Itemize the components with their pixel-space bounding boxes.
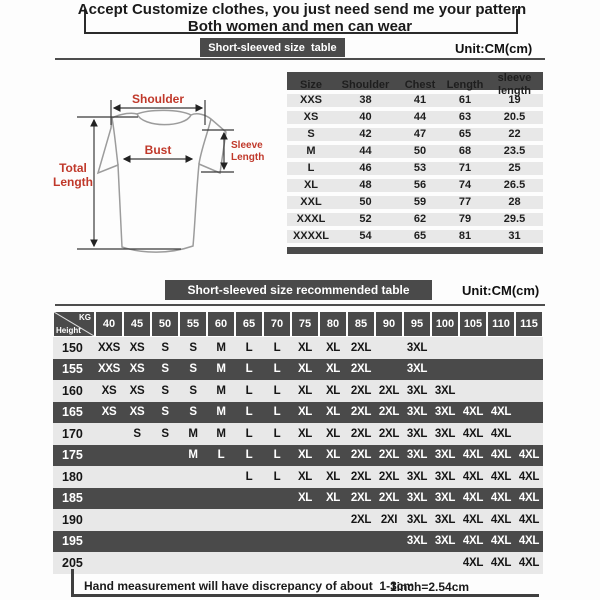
rec-size-cell: S — [161, 341, 169, 354]
size-table-row — [287, 213, 543, 226]
size-table-value-cell: 81 — [458, 230, 472, 242]
rec-size-cell: 2XL — [350, 513, 372, 526]
rec-height-cell: 190 — [62, 512, 83, 527]
size-table-title: Short-sleeved size table — [200, 38, 345, 57]
rec-size-cell: XL — [325, 427, 341, 440]
size-table-value-cell: 22 — [508, 128, 521, 140]
rec-size-cell: S — [161, 363, 169, 376]
rec-size-cell: 3XL — [434, 406, 456, 419]
rec-size-cell: 2XL — [350, 363, 372, 376]
rec-size-cell: XL — [325, 449, 341, 462]
rec-size-cell: 3XL — [406, 535, 428, 548]
size-table-header-cell: Chest — [404, 78, 436, 91]
rec-size-cell: 4XL — [462, 492, 484, 505]
size-table-value-cell: 25 — [508, 162, 521, 174]
rec-size-cell: 3XL — [406, 492, 428, 505]
rec-size-cell: L — [273, 363, 281, 376]
rec-table-row — [53, 466, 543, 488]
size-table-value-cell: 50 — [413, 145, 427, 157]
size-table-size-cell: XL — [303, 179, 319, 191]
size-table-row — [287, 230, 543, 243]
rec-size-cell: 3XL — [434, 470, 456, 483]
size-table-row — [287, 94, 543, 107]
size-table-value-cell: 50 — [359, 196, 372, 208]
rec-table-title: Short-sleeved size recommended table — [165, 280, 432, 300]
rec-size-cell: 4XL — [490, 556, 512, 569]
size-table-header-cell: sleeve length — [497, 72, 532, 97]
rec-size-cell: S — [161, 384, 169, 397]
size-table-value-cell: 19 — [508, 94, 521, 106]
size-table-value-cell: 28 — [508, 196, 521, 208]
rec-height-cell: 155 — [62, 362, 83, 377]
rec-size-cell: XL — [297, 449, 313, 462]
rec-size-cell: XL — [297, 492, 313, 505]
rec-size-cell: 4XL — [490, 513, 512, 526]
rec-size-cell: 2XL — [350, 341, 372, 354]
size-table-size-cell: XS — [303, 111, 319, 123]
size-table-size-cell: M — [306, 145, 316, 157]
rec-weight-header-cell: 70 — [264, 312, 290, 336]
header-line-2: Both women and men can wear — [187, 18, 413, 35]
rec-size-cell: 4XL — [490, 535, 512, 548]
rec-size-cell: 4XL — [462, 535, 484, 548]
rec-size-cell: 2XL — [378, 406, 400, 419]
rec-size-cell: 2XL — [378, 449, 400, 462]
rec-size-cell: 3XL — [434, 492, 456, 505]
rec-size-cell: L — [273, 384, 281, 397]
rec-size-cell: XS — [129, 363, 145, 376]
size-table-value-cell: 54 — [359, 230, 372, 242]
rec-height-cell: 175 — [62, 448, 83, 463]
rec-size-cell: 3XL — [434, 384, 456, 397]
size-table-value-cell: 79 — [458, 213, 472, 225]
rec-size-cell: 3XL — [406, 427, 428, 440]
rec-size-cell: 3XL — [434, 535, 456, 548]
rec-size-cell: L — [245, 341, 253, 354]
size-table-header-cell: Shoulder — [341, 78, 390, 91]
rec-table-corner-cell — [54, 312, 94, 336]
rec-size-cell: 4XL — [462, 470, 484, 483]
rec-size-cell: XS — [101, 384, 117, 397]
rec-size-cell: L — [245, 363, 253, 376]
size-table-header-cell: Length — [446, 78, 484, 91]
rec-size-cell: L — [273, 470, 281, 483]
rec-table-row — [53, 488, 543, 510]
rec-size-cell: S — [161, 406, 169, 419]
rec-size-cell: XS — [129, 341, 145, 354]
rec-size-cell: M — [216, 427, 226, 440]
rec-size-cell: XL — [297, 341, 313, 354]
size-table-value-cell: 62 — [413, 213, 427, 225]
size-table-bottom-bar — [287, 247, 543, 254]
size-table-value-cell: 56 — [413, 179, 427, 191]
rec-weight-header-cell: 85 — [348, 312, 374, 336]
rec-size-cell: XL — [297, 384, 313, 397]
rec-weight-header-cell: 65 — [236, 312, 262, 336]
size-table-value-cell: 59 — [413, 196, 427, 208]
total-length-label-2: Length — [53, 175, 93, 189]
rec-size-cell: XL — [325, 492, 341, 505]
rec-weight-header-cell: 55 — [180, 312, 206, 336]
size-table-row — [287, 128, 543, 141]
rec-size-cell: L — [273, 449, 281, 462]
rec-size-cell: 3XL — [434, 513, 456, 526]
rec-size-cell: L — [245, 427, 253, 440]
size-table-value-cell: 42 — [359, 128, 372, 140]
divider-top — [55, 58, 545, 60]
rec-weight-header-cell: 80 — [320, 312, 346, 336]
size-table-row — [287, 162, 543, 175]
rec-height-cell: 195 — [62, 534, 83, 549]
size-table-value-cell: 52 — [359, 213, 372, 225]
rec-size-cell: S — [161, 427, 169, 440]
rec-height-cell: 165 — [62, 405, 83, 420]
rec-size-cell: L — [273, 406, 281, 419]
rec-size-cell: 3XL — [406, 406, 428, 419]
rec-size-cell: XL — [297, 427, 313, 440]
size-table-size-cell: XXS — [299, 94, 322, 106]
size-table-value-cell: 20.5 — [503, 111, 526, 123]
rec-size-cell: L — [245, 406, 253, 419]
rec-size-cell: 4XL — [518, 535, 540, 548]
rec-size-cell: 4XL — [518, 470, 540, 483]
rec-size-cell: S — [189, 406, 197, 419]
rec-size-cell: 2XL — [350, 406, 372, 419]
rec-weight-header-cell: 95 — [404, 312, 430, 336]
rec-size-cell: 3XL — [434, 449, 456, 462]
rec-size-cell: XXS — [97, 363, 121, 376]
rec-size-cell: XS — [129, 406, 145, 419]
rec-size-cell: 2XL — [350, 427, 372, 440]
header-line-1: Accept Customize clothes, you just need send me your pattern — [77, 1, 527, 18]
rec-size-cell: XL — [325, 384, 341, 397]
rec-size-cell: 4XL — [462, 556, 484, 569]
rec-size-cell: L — [273, 341, 281, 354]
size-table-size-cell: XXL — [300, 196, 322, 208]
rec-size-cell: S — [189, 341, 197, 354]
rec-size-cell: XL — [325, 341, 341, 354]
rec-size-cell: 2XL — [350, 470, 372, 483]
rec-table-row — [53, 423, 543, 445]
sleeve-length-label-1: Sleeve — [231, 140, 263, 151]
size-table — [287, 72, 543, 254]
rec-size-cell: XL — [325, 470, 341, 483]
height-label: Height — [56, 326, 81, 335]
size-table-value-cell: 23.5 — [503, 145, 526, 157]
size-table-value-cell: 74 — [458, 179, 472, 191]
rec-height-cell: 160 — [62, 383, 83, 398]
rec-size-cell: 2XL — [378, 492, 400, 505]
rec-size-cell: 4XL — [462, 406, 484, 419]
rec-size-cell: M — [216, 363, 226, 376]
rec-size-cell: L — [245, 384, 253, 397]
rec-size-cell: XS — [129, 384, 145, 397]
rec-size-cell: 2XL — [378, 470, 400, 483]
rec-size-cell: M — [216, 341, 226, 354]
rec-height-cell: 170 — [62, 426, 83, 441]
size-table-size-cell: L — [307, 162, 315, 174]
rec-table-row — [53, 359, 543, 381]
rec-size-cell: 4XL — [490, 427, 512, 440]
footer-note: Hand measurement will have discrepancy of about 1-3cm — [84, 579, 415, 593]
size-table-value-cell: 77 — [458, 196, 472, 208]
rec-size-cell: 2XL — [378, 427, 400, 440]
size-table-size-cell: XXXL — [296, 213, 326, 225]
rec-size-cell: M — [188, 427, 198, 440]
size-table-value-cell: 48 — [359, 179, 372, 191]
rec-size-cell: 2XL — [350, 492, 372, 505]
rec-table — [53, 311, 543, 574]
size-table-header — [287, 72, 543, 97]
rec-size-cell: 4XL — [462, 513, 484, 526]
rec-size-cell: L — [217, 449, 225, 462]
size-table-value-cell: 65 — [458, 128, 472, 140]
size-table-row — [287, 196, 543, 209]
rec-size-cell: 3XL — [406, 363, 428, 376]
rec-size-cell: XS — [101, 406, 117, 419]
total-length-label-1: Total — [59, 161, 87, 175]
size-table-value-cell: 46 — [359, 162, 372, 174]
rec-size-cell: 3XL — [406, 449, 428, 462]
rec-table-row — [53, 509, 543, 531]
size-table-value-cell: 26.5 — [503, 179, 526, 191]
rec-weight-header-cell: 115 — [516, 312, 542, 336]
tshirt-outline — [98, 110, 226, 252]
size-table-body — [287, 94, 543, 243]
size-table-value-cell: 68 — [458, 145, 472, 157]
size-table-value-cell: 53 — [413, 162, 427, 174]
rec-size-cell: M — [216, 384, 226, 397]
rec-weight-header-cell: 60 — [208, 312, 234, 336]
rec-size-cell: 3XL — [406, 513, 428, 526]
size-table-unit-label: Unit:CM(cm) — [455, 41, 533, 56]
rec-size-cell: 4XL — [518, 449, 540, 462]
kg-label: KG — [79, 313, 91, 322]
rec-size-cell: S — [189, 384, 197, 397]
size-table-value-cell: 29.5 — [503, 213, 526, 225]
size-table-value-cell: 40 — [359, 111, 372, 123]
rec-size-cell: XL — [325, 406, 341, 419]
footer-conversion: 1inch=2.54cm — [390, 580, 470, 594]
rec-size-cell: S — [189, 363, 197, 376]
bust-label: Bust — [144, 143, 172, 157]
size-table-value-cell: 44 — [359, 145, 372, 157]
rec-size-cell: 2XL — [350, 449, 372, 462]
rec-table-row — [53, 380, 543, 402]
rec-size-cell: 3XL — [406, 384, 428, 397]
rec-size-cell: 3XL — [406, 470, 428, 483]
size-table-header-cell: Size — [299, 78, 322, 91]
size-table-value-cell: 65 — [413, 230, 427, 242]
size-table-value-cell: 38 — [359, 94, 372, 106]
rec-weight-header-cell: 45 — [124, 312, 150, 336]
rec-size-cell: 4XL — [518, 513, 540, 526]
size-table-size-cell: XXXXL — [292, 230, 330, 242]
rec-size-cell: L — [245, 449, 253, 462]
rec-table-row — [53, 402, 543, 424]
rec-size-cell: 4XL — [518, 492, 540, 505]
rec-height-cell: 205 — [62, 555, 83, 570]
divider-middle — [55, 304, 545, 306]
rec-size-cell: 4XL — [462, 427, 484, 440]
rec-size-cell: 4XL — [490, 449, 512, 462]
rec-size-cell: M — [216, 406, 226, 419]
rec-size-cell: 3XL — [406, 341, 428, 354]
rec-size-cell: 4XL — [462, 449, 484, 462]
rec-size-cell: XXS — [97, 341, 121, 354]
rec-size-cell: 2XI — [380, 513, 398, 526]
rec-table-row — [53, 531, 543, 553]
rec-weight-header-cell: 40 — [96, 312, 122, 336]
rec-weight-header-cell: 100 — [432, 312, 458, 336]
rec-weight-header-cell: 110 — [488, 312, 514, 336]
rec-size-cell: L — [245, 470, 253, 483]
size-table-value-cell: 71 — [458, 162, 472, 174]
rec-size-cell: S — [133, 427, 141, 440]
tshirt-measurement-diagram — [35, 75, 285, 265]
rec-size-cell: 3XL — [434, 427, 456, 440]
rec-weight-header-cell: 105 — [460, 312, 486, 336]
rec-weight-header-cell: 90 — [376, 312, 402, 336]
rec-height-cell: 150 — [62, 340, 83, 355]
rec-size-cell: 2XL — [350, 384, 372, 397]
size-table-row — [287, 179, 543, 192]
rec-size-cell: 4XL — [518, 556, 540, 569]
rec-size-cell: M — [188, 449, 198, 462]
size-table-value-cell: 47 — [413, 128, 427, 140]
sleeve-length-label-2: Length — [231, 152, 265, 163]
rec-size-cell: 4XL — [490, 470, 512, 483]
size-table-row — [287, 111, 543, 124]
rec-size-cell: 4XL — [490, 406, 512, 419]
size-table-row — [287, 145, 543, 158]
rec-weight-header-cell: 75 — [292, 312, 318, 336]
shoulder-label: Shoulder — [131, 92, 185, 106]
rec-table-row — [53, 445, 543, 467]
rec-size-cell: XL — [297, 470, 313, 483]
size-table-size-cell: S — [307, 128, 315, 140]
size-table-value-cell: 31 — [508, 230, 521, 242]
rec-table-body — [53, 337, 543, 574]
rec-table-header — [53, 311, 543, 337]
rec-height-cell: 185 — [62, 491, 83, 506]
rec-size-cell: XL — [297, 363, 313, 376]
size-table-value-cell: 41 — [413, 94, 427, 106]
rec-table-row — [53, 337, 543, 359]
size-table-value-cell: 63 — [458, 111, 472, 123]
rec-weight-header-cell: 50 — [152, 312, 178, 336]
size-table-value-cell: 61 — [458, 94, 472, 106]
rec-size-cell: 2XL — [378, 384, 400, 397]
rec-size-cell: L — [273, 427, 281, 440]
rec-height-cell: 180 — [62, 469, 83, 484]
rec-size-cell: XL — [297, 406, 313, 419]
rec-size-cell: XL — [325, 363, 341, 376]
size-table-value-cell: 44 — [413, 111, 427, 123]
rec-table-unit-label: Unit:CM(cm) — [462, 283, 540, 298]
rec-size-cell: 4XL — [490, 492, 512, 505]
